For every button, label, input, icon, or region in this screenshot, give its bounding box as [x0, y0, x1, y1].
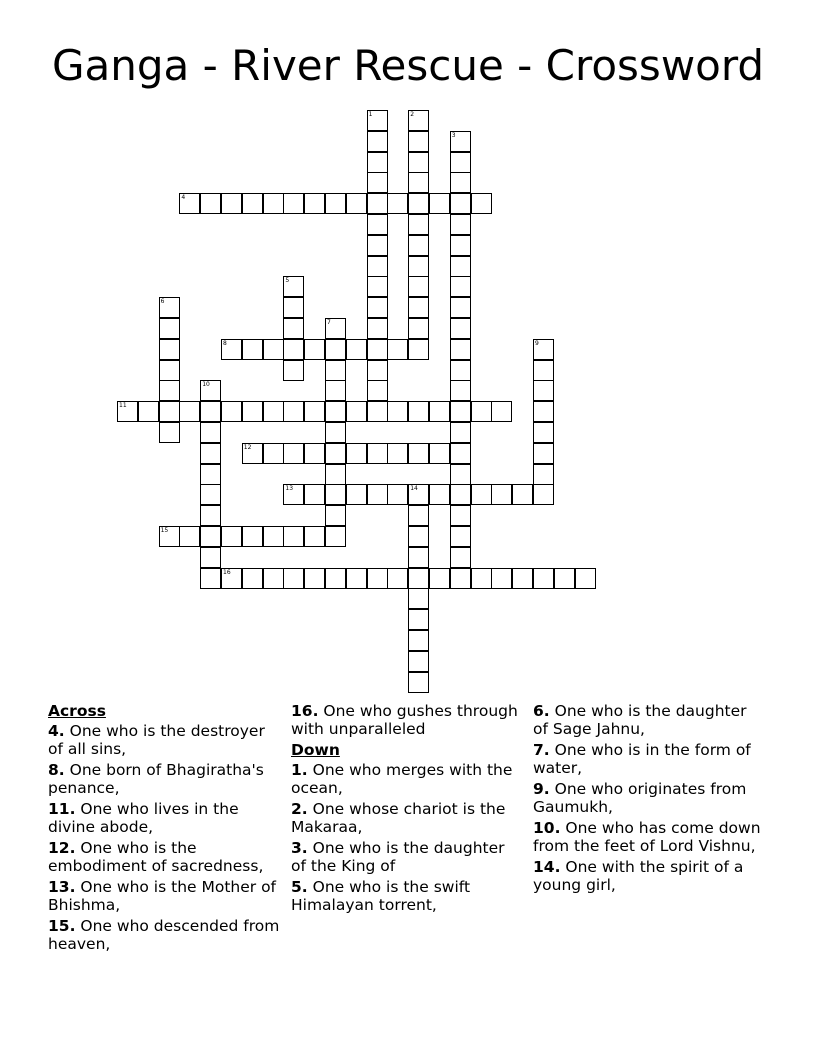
- grid-cell[interactable]: [408, 651, 429, 672]
- grid-cell[interactable]: [367, 110, 388, 131]
- grid-cell[interactable]: [450, 193, 471, 214]
- grid-cell[interactable]: [429, 484, 450, 505]
- grid-cell[interactable]: [242, 526, 263, 547]
- grid-cell[interactable]: [242, 443, 263, 464]
- grid-cell[interactable]: [533, 464, 554, 485]
- grid-cell[interactable]: [408, 505, 429, 526]
- grid-cell[interactable]: [429, 193, 450, 214]
- grid-cell[interactable]: [533, 443, 554, 464]
- grid-cell[interactable]: [408, 547, 429, 568]
- grid-cell[interactable]: [200, 401, 221, 422]
- grid-cell[interactable]: [450, 401, 471, 422]
- grid-cell[interactable]: [450, 318, 471, 339]
- grid-cell[interactable]: [367, 152, 388, 173]
- clue-number-label: 12: [243, 443, 252, 451]
- grid-cell[interactable]: [367, 484, 388, 505]
- clue-number-label: 11: [119, 402, 127, 410]
- grid-cell[interactable]: [221, 339, 242, 360]
- clue-number-label: 8: [223, 339, 227, 347]
- grid-cell[interactable]: [325, 360, 346, 381]
- grid-cell[interactable]: [221, 568, 242, 589]
- grid-cell[interactable]: [346, 339, 367, 360]
- clue-across-16: 16. One who gushes through with unparalleled: [291, 702, 518, 738]
- grid-cell[interactable]: [450, 464, 471, 485]
- grid-cell[interactable]: [325, 568, 346, 589]
- grid-cell[interactable]: [367, 568, 388, 589]
- grid-cell[interactable]: [429, 568, 450, 589]
- grid-cell[interactable]: [325, 422, 346, 443]
- grid-cell[interactable]: [283, 297, 304, 318]
- grid-cell[interactable]: [200, 568, 221, 589]
- grid-cell[interactable]: [200, 484, 221, 505]
- grid-cell[interactable]: [367, 380, 388, 401]
- grid-cell[interactable]: [242, 568, 263, 589]
- page-title: Ganga - River Rescue - Crossword: [51, 41, 765, 90]
- grid-cell[interactable]: [408, 443, 429, 464]
- clue-number-label: 14: [410, 485, 418, 493]
- grid-cell[interactable]: [221, 526, 242, 547]
- grid-cell[interactable]: [367, 256, 388, 277]
- clue-number-label: 7: [327, 319, 331, 326]
- grid-cell[interactable]: [325, 193, 346, 214]
- grid-cell[interactable]: [408, 588, 429, 609]
- grid-cell[interactable]: [283, 193, 304, 214]
- grid-cell[interactable]: [283, 401, 304, 422]
- grid-cell[interactable]: [408, 339, 429, 360]
- grid-cell[interactable]: [429, 443, 450, 464]
- clue-number-label: 10: [202, 381, 210, 389]
- grid-cell[interactable]: [367, 214, 388, 235]
- grid-cell[interactable]: [367, 193, 388, 214]
- clue-across-15: 15. One who descended from heaven,: [48, 917, 280, 953]
- grid-cell[interactable]: [533, 422, 554, 443]
- grid-cell[interactable]: [387, 401, 408, 422]
- grid-cell[interactable]: [408, 235, 429, 256]
- clue-number-label: 5: [285, 277, 290, 285]
- grid-cell[interactable]: [200, 443, 221, 464]
- grid-cell[interactable]: [408, 214, 429, 235]
- clue-number-label: 13: [285, 485, 294, 493]
- grid-cell[interactable]: [367, 276, 388, 297]
- grid-cell[interactable]: [450, 568, 471, 589]
- grid-cell[interactable]: [471, 193, 492, 214]
- grid-cell[interactable]: [450, 547, 471, 568]
- clue-number-label: 2: [410, 111, 415, 118]
- grid-cell[interactable]: [387, 193, 408, 214]
- grid-cell[interactable]: [325, 380, 346, 401]
- grid-cell[interactable]: [471, 401, 492, 422]
- grid-cell[interactable]: [408, 401, 429, 422]
- grid-cell[interactable]: [346, 193, 367, 214]
- grid-cell[interactable]: [408, 568, 429, 589]
- grid-cell[interactable]: [263, 193, 284, 214]
- grid-cell[interactable]: [221, 193, 242, 214]
- grid-cell[interactable]: [159, 297, 180, 318]
- grid-cell[interactable]: [408, 193, 429, 214]
- clue-number-label: 6: [160, 298, 165, 306]
- grid-cell[interactable]: [450, 256, 471, 277]
- grid-cell[interactable]: [242, 401, 263, 422]
- grid-cell[interactable]: [179, 401, 200, 422]
- grid-cell[interactable]: [387, 339, 408, 360]
- grid-cell[interactable]: [471, 568, 492, 589]
- grid-cell[interactable]: [450, 172, 471, 193]
- grid-cell[interactable]: [283, 339, 304, 360]
- clue-number-label: 1: [368, 111, 373, 118]
- grid-cell[interactable]: [450, 276, 471, 297]
- grid-cell[interactable]: [367, 235, 388, 256]
- grid-cell[interactable]: [325, 505, 346, 526]
- across-heading: Across: [48, 702, 106, 720]
- grid-cell[interactable]: [450, 505, 471, 526]
- grid-cell[interactable]: [325, 401, 346, 422]
- grid-cell[interactable]: [450, 422, 471, 443]
- grid-cell[interactable]: [408, 609, 429, 630]
- grid-cell[interactable]: [283, 526, 304, 547]
- grid-cell[interactable]: [408, 110, 429, 131]
- clue-number-label: 16: [223, 568, 231, 576]
- grid-cell[interactable]: [387, 443, 408, 464]
- grid-cell[interactable]: [367, 297, 388, 318]
- clue-down-2: 2. One whose chariot is the Makaraa,: [291, 800, 506, 836]
- grid-cell[interactable]: [159, 422, 180, 443]
- clue-down-6: 6. One who is the daughter of Sage Jahnu,: [533, 702, 747, 738]
- grid-cell[interactable]: [304, 443, 325, 464]
- grid-cell[interactable]: [263, 339, 284, 360]
- grid-cell[interactable]: [200, 422, 221, 443]
- grid-cell[interactable]: [283, 484, 304, 505]
- grid-cell[interactable]: [179, 193, 200, 214]
- grid-cell[interactable]: [304, 526, 325, 547]
- grid-cell[interactable]: [325, 484, 346, 505]
- clue-down-10: 10. One who has come down from the feet of Lord Vishnu,: [533, 819, 761, 855]
- grid-cell[interactable]: [408, 256, 429, 277]
- grid-cell[interactable]: [159, 380, 180, 401]
- grid-cell[interactable]: [533, 360, 554, 381]
- grid-cell[interactable]: [471, 484, 492, 505]
- grid-cell[interactable]: [533, 339, 554, 360]
- grid-cell[interactable]: [408, 276, 429, 297]
- grid-cell[interactable]: [200, 547, 221, 568]
- clue-across-4: 4. One who is the destroyer of all sins,: [48, 722, 265, 758]
- grid-cell[interactable]: [159, 401, 180, 422]
- grid-cell[interactable]: [387, 484, 408, 505]
- grid-cell[interactable]: [533, 401, 554, 422]
- grid-cell[interactable]: [491, 568, 512, 589]
- grid-cell[interactable]: [242, 193, 263, 214]
- grid-cell[interactable]: [491, 401, 512, 422]
- grid-cell[interactable]: [408, 630, 429, 651]
- grid-cell[interactable]: [554, 568, 575, 589]
- grid-cell[interactable]: [450, 380, 471, 401]
- grid-cell[interactable]: [533, 568, 554, 589]
- grid-cell[interactable]: [450, 484, 471, 505]
- clues-column-3: [533, 702, 765, 897]
- clue-number-label: 3: [451, 131, 456, 139]
- clue-down-9: 9. One who originates from Gaumukh,: [533, 780, 747, 816]
- grid-cell[interactable]: [367, 172, 388, 193]
- clue-across-12: 12. One who is the embodiment of sacredness,: [48, 839, 264, 875]
- grid-cell[interactable]: [325, 464, 346, 485]
- grid-cell[interactable]: [325, 339, 346, 360]
- clue-down-3: 3. One who is the daughter of the King of: [291, 839, 505, 875]
- clue-down-7: 7. One who is in the form of water,: [533, 741, 751, 777]
- grid-cell[interactable]: [346, 443, 367, 464]
- grid-cell[interactable]: [533, 484, 554, 505]
- grid-cell[interactable]: [304, 339, 325, 360]
- clues-column-1: [48, 702, 280, 956]
- grid-cell[interactable]: [283, 568, 304, 589]
- grid-cell[interactable]: [367, 443, 388, 464]
- grid-cell[interactable]: [408, 297, 429, 318]
- grid-cell[interactable]: [408, 131, 429, 152]
- grid-cell[interactable]: [408, 152, 429, 173]
- grid-cell[interactable]: [242, 339, 263, 360]
- clue-across-11: 11. One who lives in the divine abode,: [48, 800, 239, 836]
- grid-cell[interactable]: [325, 318, 346, 339]
- grid-cell[interactable]: [450, 235, 471, 256]
- grid-cell[interactable]: [263, 568, 284, 589]
- grid-cell[interactable]: [450, 131, 471, 152]
- grid-cell[interactable]: [200, 526, 221, 547]
- grid-cell[interactable]: [367, 318, 388, 339]
- grid-cell[interactable]: [159, 360, 180, 381]
- down-heading: Down: [291, 741, 340, 759]
- grid-cell[interactable]: [450, 297, 471, 318]
- clue-down-1: 1. One who merges with the ocean,: [291, 761, 513, 797]
- grid-cell[interactable]: [283, 276, 304, 297]
- grid-cell[interactable]: [159, 526, 180, 547]
- clue-across-13: 13. One who is the Mother of Bhishma,: [48, 878, 277, 914]
- grid-cell[interactable]: [200, 193, 221, 214]
- grid-cell[interactable]: [179, 526, 200, 547]
- grid-cell[interactable]: [117, 401, 138, 422]
- grid-cell[interactable]: [263, 526, 284, 547]
- clues-column-2: [291, 702, 523, 917]
- clue-number-label: 4: [181, 194, 186, 202]
- grid-cell[interactable]: [367, 360, 388, 381]
- grid-cell[interactable]: [159, 318, 180, 339]
- grid-cell[interactable]: [304, 401, 325, 422]
- grid-cell[interactable]: [429, 401, 450, 422]
- grid-cell[interactable]: [367, 339, 388, 360]
- grid-cell[interactable]: [408, 484, 429, 505]
- grid-cell[interactable]: [450, 443, 471, 464]
- grid-cell[interactable]: [450, 152, 471, 173]
- grid-cell[interactable]: [408, 526, 429, 547]
- grid-cell[interactable]: [450, 214, 471, 235]
- grid-cell[interactable]: [387, 568, 408, 589]
- grid-cell[interactable]: [304, 484, 325, 505]
- grid-cell[interactable]: [491, 484, 512, 505]
- grid-cell[interactable]: [283, 318, 304, 339]
- grid-cell[interactable]: [304, 568, 325, 589]
- grid-cell[interactable]: [263, 401, 284, 422]
- grid-cell[interactable]: [221, 401, 242, 422]
- grid-cell[interactable]: [159, 339, 180, 360]
- grid-cell[interactable]: [367, 401, 388, 422]
- clue-across-8: 8. One born of Bhagiratha's penance,: [48, 761, 264, 797]
- grid-cell[interactable]: [346, 484, 367, 505]
- grid-cell[interactable]: [367, 131, 388, 152]
- grid-cell[interactable]: [138, 401, 159, 422]
- grid-cell[interactable]: [346, 568, 367, 589]
- grid-cell[interactable]: [512, 484, 533, 505]
- clue-down-14: 14. One with the spirit of a young girl,: [533, 858, 744, 894]
- grid-cell[interactable]: [200, 464, 221, 485]
- clue-down-5: 5. One who is the swift Himalayan torrent,: [291, 878, 471, 914]
- clue-number-label: 15: [160, 527, 169, 534]
- grid-cell[interactable]: [575, 568, 596, 589]
- grid-cell[interactable]: [283, 443, 304, 464]
- grid-cell[interactable]: [200, 505, 221, 526]
- grid-cell[interactable]: [346, 401, 367, 422]
- grid-cell[interactable]: [304, 193, 325, 214]
- grid-cell[interactable]: [283, 360, 304, 381]
- grid-cell[interactable]: [325, 526, 346, 547]
- grid-cell[interactable]: [533, 380, 554, 401]
- grid-cell[interactable]: [450, 360, 471, 381]
- grid-cell[interactable]: [408, 672, 429, 693]
- grid-cell[interactable]: [263, 443, 284, 464]
- grid-cell[interactable]: [450, 526, 471, 547]
- grid-cell[interactable]: [408, 318, 429, 339]
- clue-number-label: 9: [535, 339, 539, 347]
- grid-cell[interactable]: [200, 380, 221, 401]
- grid-cell[interactable]: [512, 568, 533, 589]
- grid-cell[interactable]: [450, 339, 471, 360]
- grid-cell[interactable]: [408, 172, 429, 193]
- grid-cell[interactable]: [325, 443, 346, 464]
